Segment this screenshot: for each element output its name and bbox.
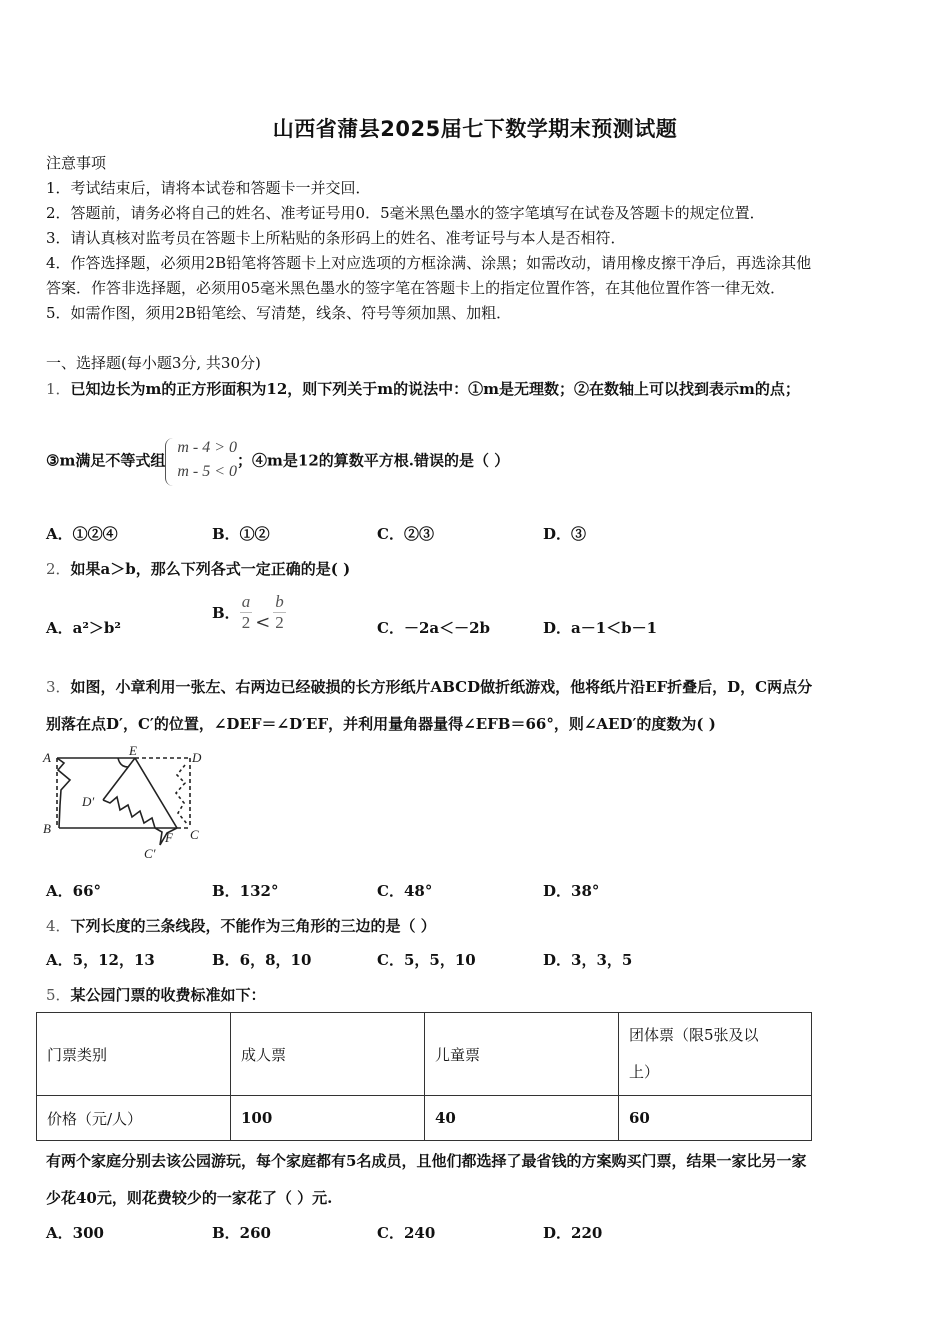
question-text: 已知边长为m的正方形面积为12，则下列关于m的说法中：①m是无理数；②在数轴上可以找到表示m的点； [70, 380, 800, 398]
notice-item-4-cont: 答案．作答非选择题，必须用05毫米黑色墨水的签字笔在答题卡上的指定位置作答，在其他位置作答一律无效． [46, 279, 786, 297]
q5-option-a[interactable]: A．300 [46, 1224, 104, 1242]
q2-option-b[interactable] [212, 592, 286, 633]
notice-item-2: 2．答题前，请务必将自己的姓名、准考证号用0．5毫米黑色墨水的签字笔填写在试卷及答题卡的规定位置． [46, 204, 765, 222]
question-3-line2: 别落在点D′，C′的位置，∠DEF＝∠D′EF，并利用量角器量得∠EFB＝66°，则∠AED′的度数为( ) [46, 715, 716, 733]
q3-option-c[interactable]: C．48° [377, 882, 433, 900]
label-b: B [43, 821, 51, 836]
question-number: 5． [46, 986, 71, 1004]
q3-option-d[interactable]: D．38° [543, 882, 600, 900]
question-5-text-line1: 有两个家庭分别去该公园游玩，每个家庭都有5名成员，且他们都选择了最省钱的方案购买门票，结果一家比另一家 [46, 1152, 807, 1170]
table-header-row [37, 1013, 812, 1096]
notice-heading: 注意事项 [46, 154, 107, 172]
q1-option-d[interactable]: D．③ [543, 525, 587, 543]
q1-option-c[interactable]: C．②③ [377, 525, 434, 543]
question-1-line2 [46, 436, 509, 484]
table-cell: 100 [231, 1096, 425, 1141]
inequality-2: m - 5 < 0 [177, 463, 238, 480]
page-title: 山西省蒲县2025届七下数学期末预测试题 [272, 117, 678, 141]
q5-option-d[interactable]: D．220 [543, 1224, 603, 1242]
q2-option-a[interactable]: A．a²＞b² [46, 619, 121, 637]
ticket-price-table [36, 1012, 812, 1141]
notice-item-1: 1．考试结束后，请将本试卷和答题卡一并交回． [46, 179, 371, 197]
question-text: 某公园门票的收费标准如下： [70, 986, 266, 1004]
table-cell: 成人票 [231, 1013, 425, 1096]
q2-option-c[interactable]: C．－2a＜－2b [377, 619, 491, 637]
q2-option-d[interactable]: D．a－1＜b－1 [543, 619, 658, 637]
question-number: 4． [46, 917, 71, 935]
table-cell: 团体票（限5张及以 上） [619, 1013, 812, 1096]
question-number: 1． [46, 380, 71, 398]
label-a: A [43, 750, 51, 765]
q1-option-a[interactable]: A．①②④ [46, 525, 118, 543]
question-3-line1 [46, 676, 812, 697]
label-c-prime: C′ [144, 846, 156, 861]
question-4 [46, 915, 436, 936]
notice-item-5: 5．如需作图，须用2B铅笔绘、写清楚，线条、符号等须加黑、加粗． [46, 304, 512, 322]
inequality-1: m - 4 > 0 [177, 439, 238, 456]
question-2 [46, 558, 350, 579]
q3-option-b[interactable]: B．132° [212, 882, 279, 900]
question-text-suffix: ；④m是12的算数平方根.错误的是（ ） [237, 451, 510, 470]
table-cell: 价格（元/人） [37, 1096, 231, 1141]
question-number: 3． [46, 678, 71, 696]
fraction-a-over-2: $\frac{a}{2}$ [241, 592, 251, 632]
table-cell: 门票类别 [37, 1013, 231, 1096]
q4-option-b[interactable]: B．6，8，10 [212, 951, 312, 969]
label-d: D [192, 750, 202, 765]
q4-option-c[interactable]: C．5，5，10 [377, 951, 476, 969]
fraction-b-over-2: $\frac{b}{2}$ [275, 592, 284, 632]
table-cell: 40 [425, 1096, 619, 1141]
label-e: E [129, 745, 137, 758]
question-text: 如图，小章利用一张左、右两边已经破损的长方形纸片ABCD做折纸游戏，他将纸片沿EF折叠后，D，C两点分 [70, 678, 813, 696]
notice-item-3: 3．请认真核对监考员在答题卡上所粘贴的条形码上的姓名、准考证号与本人是否相符． [46, 229, 626, 247]
q5-option-c[interactable]: C．240 [377, 1224, 436, 1242]
question-text: 如果a＞b，那么下列各式一定正确的是( ) [70, 560, 351, 578]
table-cell: 儿童票 [425, 1013, 619, 1096]
less-than: < [255, 612, 271, 633]
question-text-prefix: ③m满足不等式组 [46, 451, 166, 470]
q5-option-b[interactable]: B．260 [212, 1224, 271, 1242]
table-cell: 60 [619, 1096, 812, 1141]
label-c: C [190, 827, 199, 842]
folded-paper-figure [40, 745, 215, 863]
question-text: 下列长度的三条线段，不能作为三角形的三边的是（ ） [70, 917, 436, 935]
question-number: 2． [46, 560, 71, 578]
q4-option-d[interactable]: D．3，3，5 [543, 951, 633, 969]
section-heading: 一、选择题(每小题3分, 共30分) [46, 354, 261, 372]
question-1-line1 [46, 378, 800, 399]
q3-option-a[interactable]: A．66° [46, 882, 102, 900]
label-f: F [165, 830, 173, 845]
table-row [37, 1096, 812, 1141]
inequality-system [165, 436, 237, 484]
notice-item-4: 4．作答选择题，必须用2B铅笔将答题卡上对应选项的方框涂满、涂黑；如需改动，请用橡皮擦干净后，再选涂其他 [46, 254, 812, 272]
q1-option-b[interactable]: B．①② [212, 525, 270, 543]
q4-option-a[interactable]: A．5，12，13 [46, 951, 155, 969]
question-5 [46, 984, 266, 1005]
label-d-prime: D′ [82, 794, 95, 809]
option-label: B． [212, 604, 240, 622]
left-brace-icon [165, 438, 174, 486]
question-5-text-line2: 少花40元，则花费较少的一家花了（ ）元. [46, 1189, 333, 1207]
